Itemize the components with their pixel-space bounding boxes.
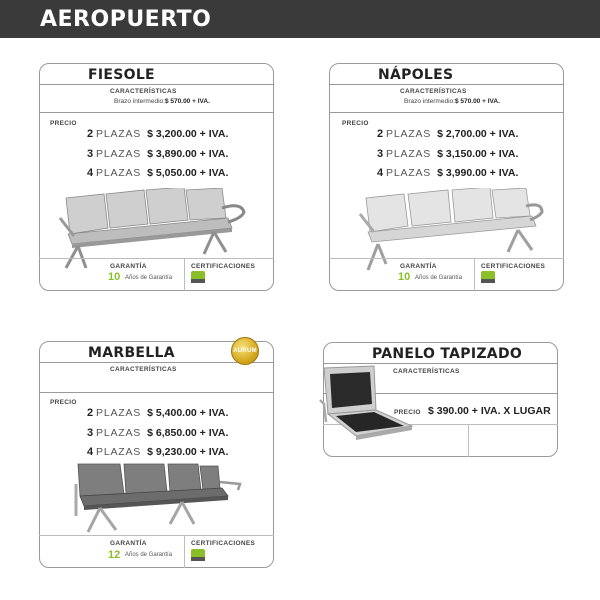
product-image-panelo	[316, 364, 421, 449]
price-amount: $ 3,890.00 + IVA.	[147, 148, 229, 160]
garantia-years: 10	[398, 271, 411, 283]
price-row	[87, 167, 228, 179]
cert-badge-icon	[190, 270, 206, 284]
caracteristicas-label: CARACTERÍSTICAS	[400, 88, 467, 95]
price-amount: $ 3,150.00 + IVA.	[437, 148, 519, 160]
footer-rule	[329, 258, 564, 259]
plazas-label: PLAZAS	[386, 148, 432, 160]
aurum-seal	[231, 337, 259, 365]
panelo-price	[428, 405, 551, 417]
price-amount: $ 5,050.00 + IVA.	[147, 167, 229, 179]
product-name: FIESOLE	[88, 67, 155, 83]
footer-rule	[39, 535, 274, 536]
price-row	[87, 407, 228, 419]
price-row	[377, 128, 518, 140]
garantia-years: 10	[108, 271, 121, 283]
price-amount: $ 2,700.00 + IVA.	[437, 128, 519, 140]
price-amount: $ 3,990.00 + IVA.	[437, 167, 519, 179]
section-rule	[329, 112, 564, 113]
precio-label: PRECIO	[50, 120, 77, 127]
plazas-label: PLAZAS	[96, 407, 142, 419]
product-image-marbella	[70, 460, 250, 540]
plazas-label: PLAZAS	[386, 128, 432, 140]
plazas-count: 3	[377, 148, 384, 160]
certificaciones-label: CERTIFICACIONES	[481, 263, 546, 270]
footer-divider	[184, 258, 185, 291]
product-name: PANELO TAPIZADO	[372, 346, 523, 362]
price-row	[87, 128, 228, 140]
card-title-rule	[39, 84, 274, 85]
garantia-label: GARANTÍA	[110, 540, 147, 547]
product-name: MARBELLA	[88, 345, 175, 361]
garantia-label: GARANTÍA	[400, 263, 437, 270]
plazas-count: 2	[377, 128, 384, 140]
price-row	[87, 446, 228, 458]
plazas-count: 2	[87, 128, 94, 140]
section-rule	[39, 112, 274, 113]
plazas-label: PLAZAS	[96, 167, 142, 179]
section-rule	[39, 392, 274, 393]
price-row	[377, 148, 518, 160]
plazas-label: PLAZAS	[386, 167, 432, 179]
plazas-count: 4	[87, 446, 94, 458]
seal-text: AURUM	[233, 348, 257, 354]
product-image-fiesole	[56, 188, 256, 273]
price-amount: $ 9,230.00 + IVA.	[147, 446, 229, 458]
plazas-count: 3	[87, 427, 94, 439]
footer-divider	[474, 258, 475, 291]
brazo-label: Brazo intermedio:	[404, 98, 455, 105]
cert-badge-icon	[480, 270, 496, 284]
plazas-count: 4	[377, 167, 384, 179]
precio-label: PRECIO	[342, 120, 369, 127]
certificaciones-label: CERTIFICACIONES	[191, 540, 256, 547]
card-title-rule	[329, 84, 564, 85]
caracteristicas-label: CARACTERÍSTICAS	[393, 368, 460, 375]
plazas-label: PLAZAS	[96, 427, 142, 439]
garantia-text: Años de Garantía	[125, 275, 173, 281]
garantia-years: 12	[108, 549, 121, 561]
brazo-value: $ 570.00 + IVA.	[455, 98, 500, 105]
precio-label: PRECIO	[50, 399, 77, 406]
price-amount: $ 5,400.00 + IVA.	[147, 407, 229, 419]
brazo-label: Brazo intermedio:	[114, 98, 165, 105]
precio-label: PRECIO	[394, 409, 421, 416]
cert-badge-icon	[190, 548, 206, 562]
plazas-count: 2	[87, 407, 94, 419]
caracteristicas-label: CARACTERÍSTICAS	[110, 366, 177, 373]
price-row	[87, 427, 228, 439]
footer-rule	[39, 258, 274, 259]
garantia-text: Años de Garantía	[125, 552, 173, 558]
plazas-label: PLAZAS	[96, 128, 142, 140]
garantia-text: Años de Garantía	[415, 275, 463, 281]
certificaciones-label: CERTIFICACIONES	[191, 263, 256, 270]
product-image-napoles	[356, 188, 556, 273]
price-row	[87, 148, 228, 160]
footer-divider	[468, 424, 469, 457]
garantia-label: GARANTÍA	[110, 263, 147, 270]
price-amount: $ 6,850.00 + IVA.	[147, 427, 229, 439]
plazas-label: PLAZAS	[96, 148, 142, 160]
plazas-count: 4	[87, 167, 94, 179]
footer-divider	[184, 535, 185, 568]
price-amount: $ 390.00 + IVA. X LUGAR	[428, 405, 551, 417]
plazas-label: PLAZAS	[96, 446, 142, 458]
brazo-value: $ 570.00 + IVA.	[165, 98, 210, 105]
product-name: NÁPOLES	[378, 67, 454, 83]
plazas-count: 3	[87, 148, 94, 160]
price-row	[377, 167, 518, 179]
caracteristicas-label: CARACTERÍSTICAS	[110, 88, 177, 95]
price-amount: $ 3,200.00 + IVA.	[147, 128, 229, 140]
page-title: AEROPUERTO	[40, 7, 212, 32]
